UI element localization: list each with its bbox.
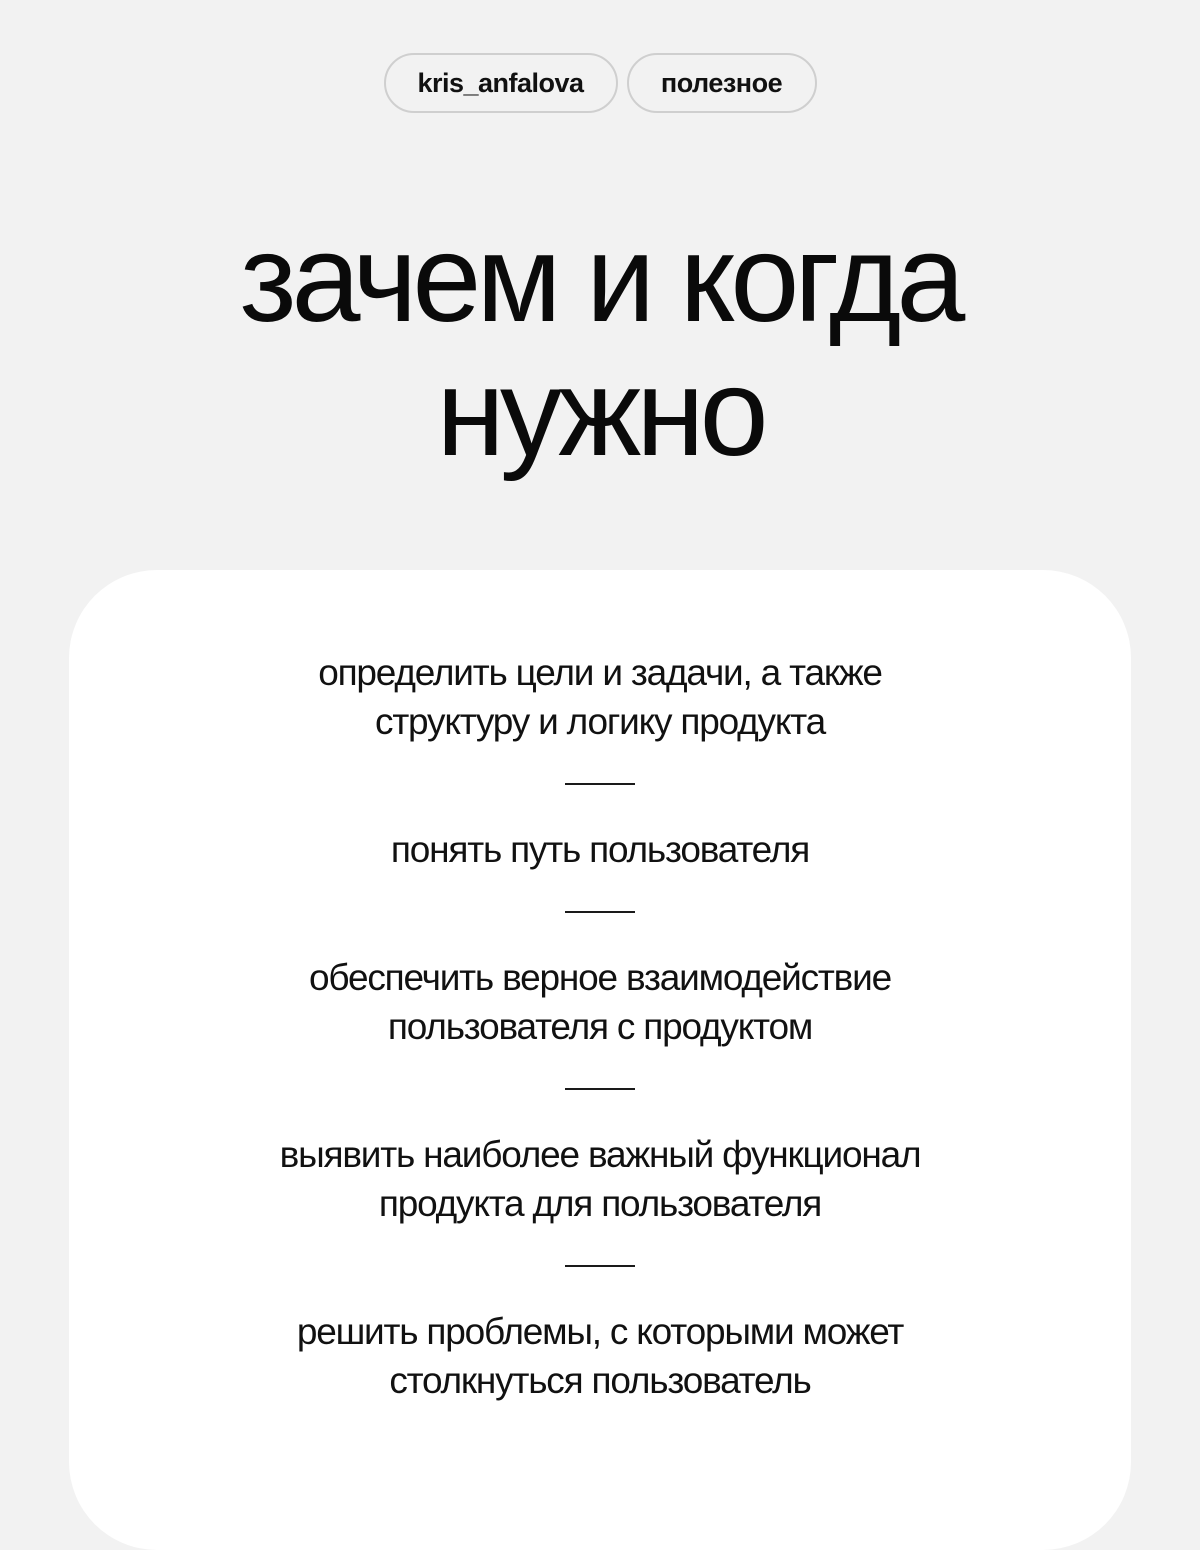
list-item: выявить наиболее важный функционал продукта для пользователя — [279, 1134, 921, 1224]
author-tag[interactable]: kris_anfalova — [384, 53, 618, 113]
topic-tag[interactable]: полезное — [627, 53, 817, 113]
purpose-list — [69, 648, 1131, 1405]
tag-row — [0, 53, 1200, 113]
page-title-text: зачем и когда нужно — [239, 210, 961, 482]
divider — [565, 783, 635, 785]
list-item: обеспечить верное взаимодействие пользователя с продуктом — [309, 957, 891, 1047]
list-item: понять путь пользователя — [390, 829, 810, 870]
content-card — [69, 570, 1131, 1550]
divider — [565, 1265, 635, 1267]
divider — [565, 911, 635, 913]
divider — [565, 1088, 635, 1090]
list-item: решить проблемы, с которыми может столкнуться пользователь — [296, 1311, 904, 1401]
page-title — [0, 212, 1200, 480]
list-item: определить цели и задачи, а также структуру и логику продукта — [318, 652, 882, 742]
